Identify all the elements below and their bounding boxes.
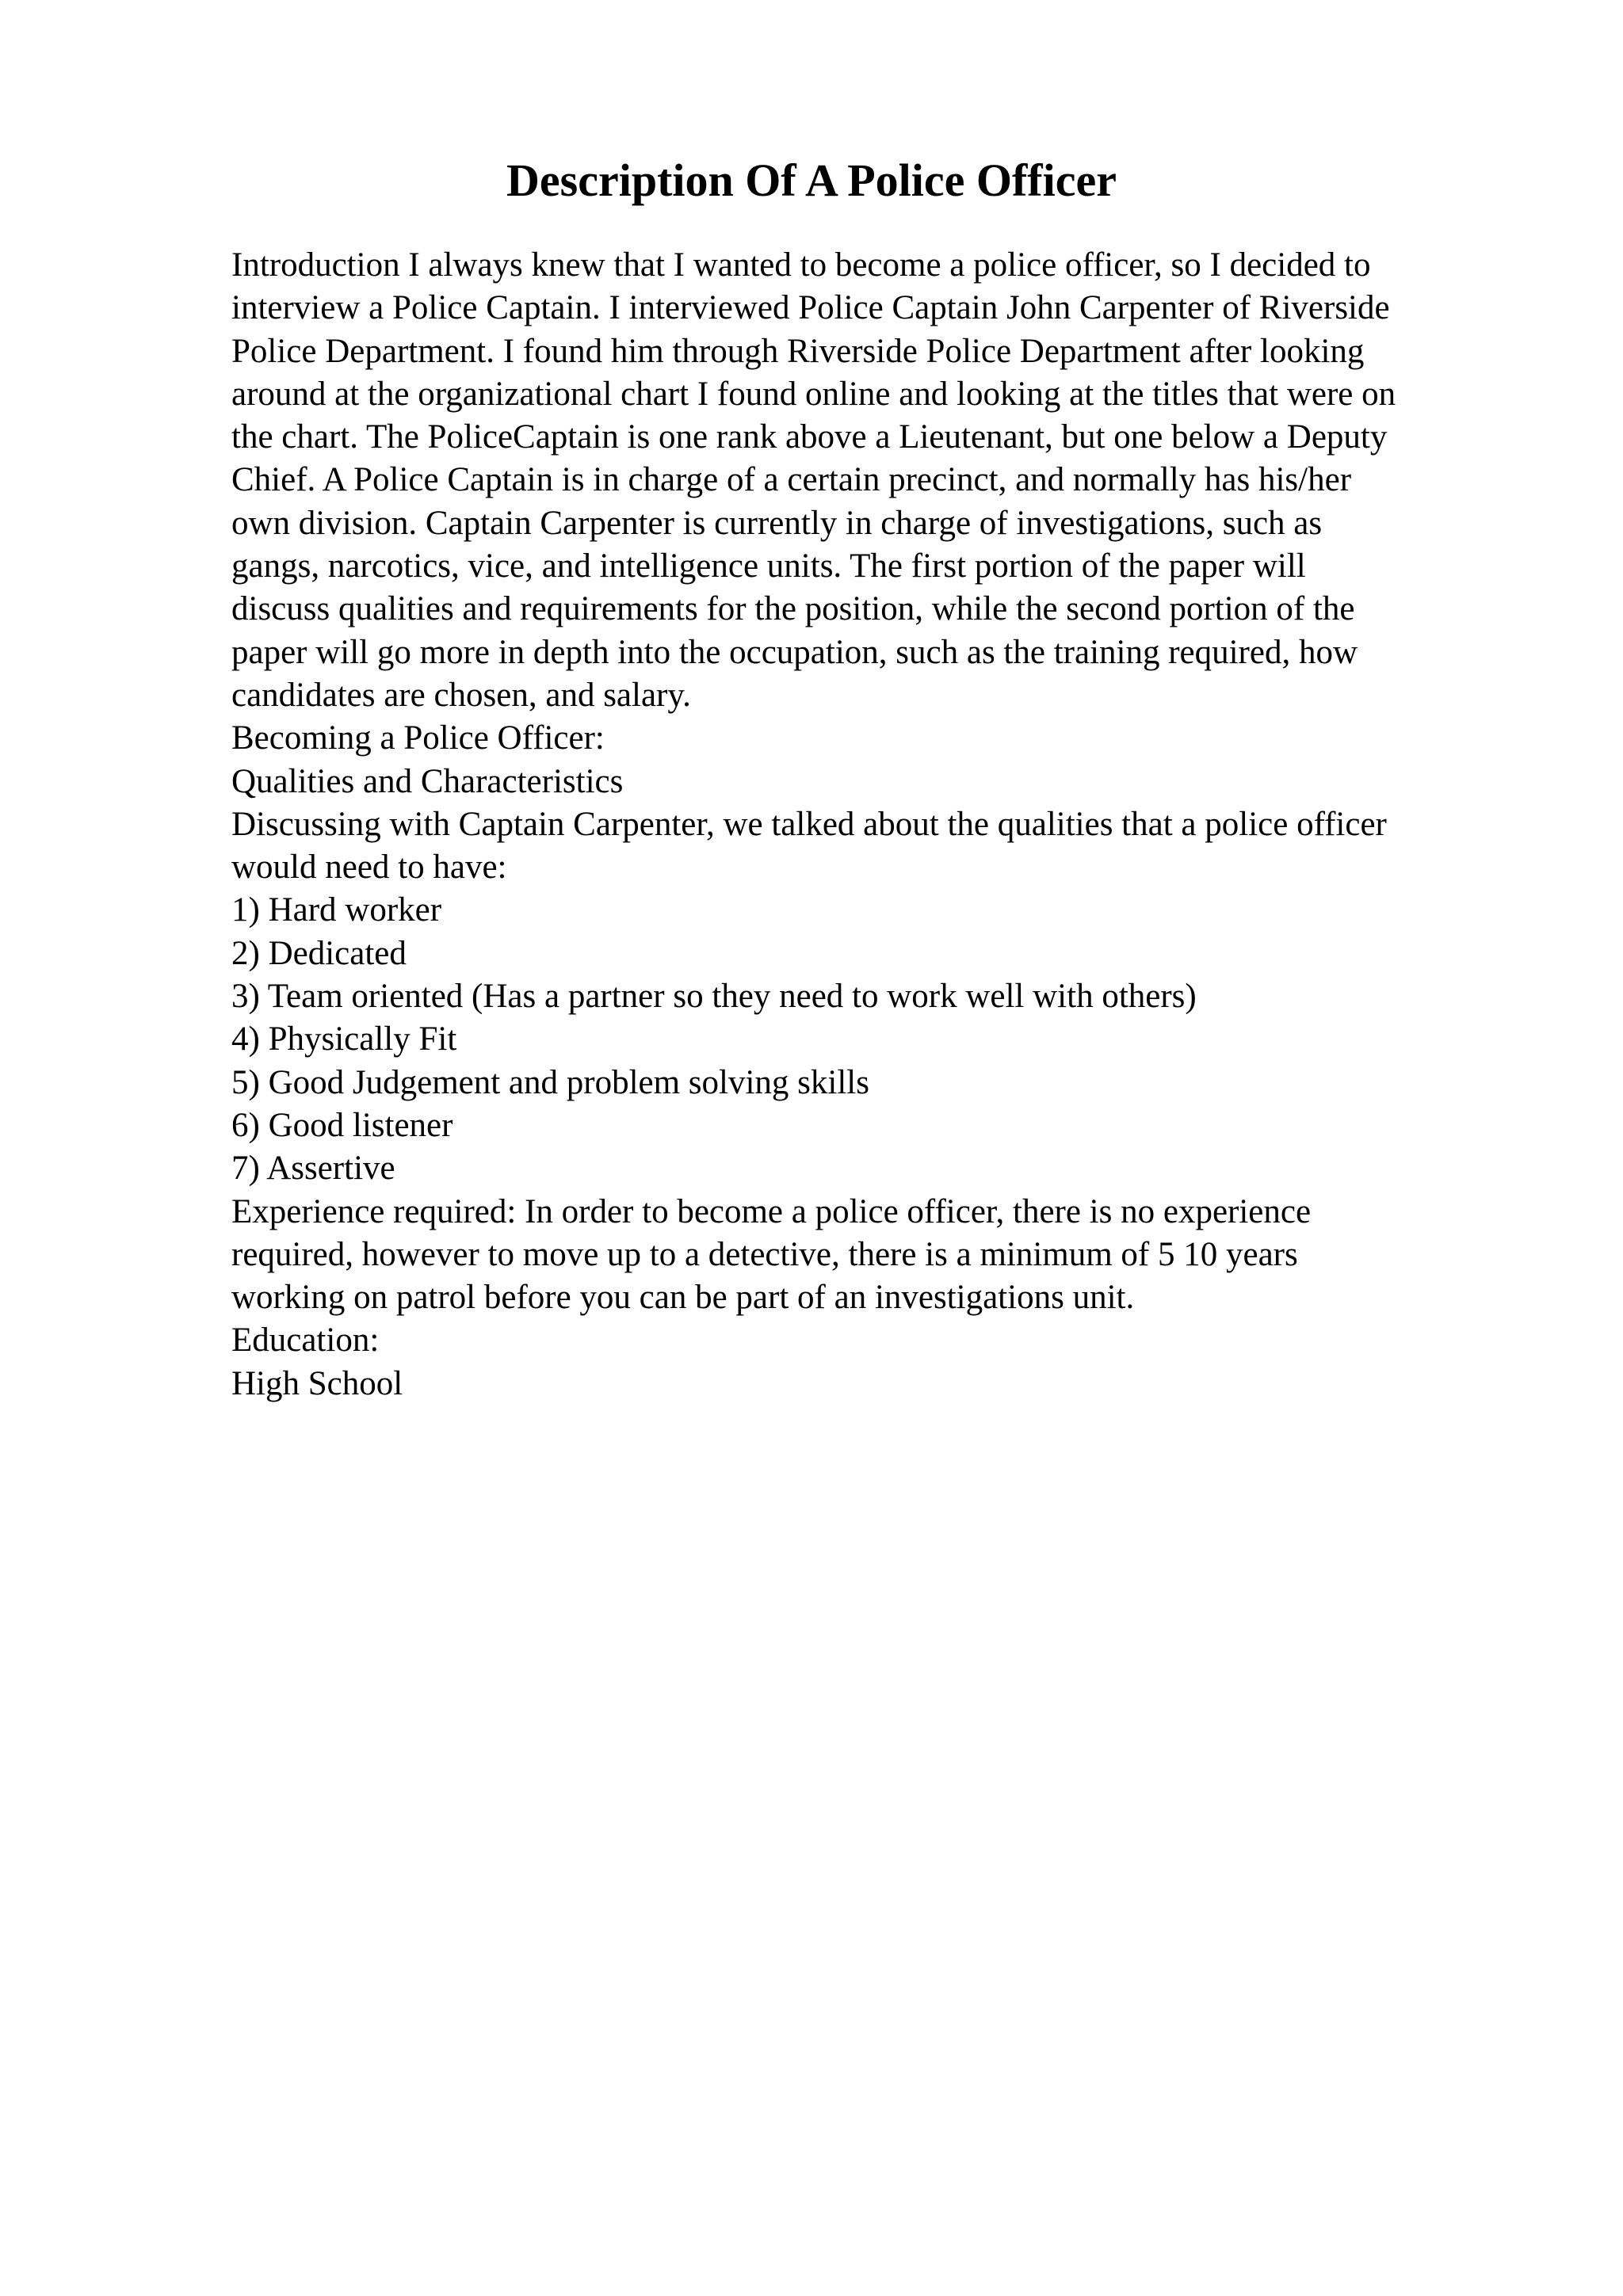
intro-line-10: paper will go more in depth into the occupation, such as the training required, how [231, 633, 1358, 671]
document-title: Description Of A Police Officer [506, 154, 1117, 206]
subheading-qualities: Qualities and Characteristics [231, 762, 624, 800]
section-heading-becoming: Becoming a Police Officer: [231, 719, 605, 757]
intro-line-11: candidates are chosen, and salary. [231, 676, 691, 714]
intro-line-7: own division. Captain Carpenter is currently in charge of investigations, such as [231, 504, 1323, 542]
qualities-intro-line-1: Discussing with Captain Carpenter, we talked about the qualities that a police officer [231, 805, 1387, 843]
experience-line-1: Experience required: In order to become a police officer, there is no experience [231, 1192, 1312, 1230]
quality-list-item: 6) Good listener [231, 1106, 453, 1144]
quality-list-item: 1) Hard worker [231, 891, 442, 929]
education-item: High School [231, 1364, 403, 1402]
intro-line-1: Introduction I always knew that I wanted to become a police officer, so I decided to [231, 246, 1371, 284]
qualities-intro-line-2: would need to have: [231, 849, 507, 887]
intro-line-3: Police Department. I found him through Riverside Police Department after looking [231, 332, 1365, 370]
quality-list-item: 7) Assertive [231, 1150, 395, 1188]
intro-line-8: gangs, narcotics, vice, and intelligence units. The first portion of the paper will [231, 547, 1306, 585]
document-body [231, 244, 1515, 1405]
quality-list-item: 4) Physically Fit [231, 1020, 457, 1058]
intro-line-6: Chief. A Police Captain is in charge of a certain precinct, and normally has his/her [231, 461, 1352, 499]
experience-line-3: working on patrol before you can be part of an investigations unit. [231, 1279, 1135, 1317]
education-heading: Education: [231, 1322, 380, 1360]
intro-line-4: around at the organizational chart I found online and looking at the titles that were on [231, 375, 1396, 413]
intro-line-9: discuss qualities and requirements for the position, while the second portion of the [231, 590, 1355, 628]
experience-line-2: required, however to move up to a detective, there is a minimum of 5 10 years [231, 1235, 1298, 1273]
intro-line-5: the chart. The PoliceCaptain is one rank above a Lieutenant, but one below a Deputy [231, 418, 1388, 456]
intro-line-2: interview a Police Captain. I interviewed Police Captain John Carpenter of Riverside [231, 289, 1390, 327]
quality-list-item: 5) Good Judgement and problem solving skills [231, 1063, 869, 1101]
quality-list-item: 3) Team oriented (Has a partner so they need to work well with others) [231, 978, 1197, 1016]
quality-list-item: 2) Dedicated [231, 934, 407, 972]
